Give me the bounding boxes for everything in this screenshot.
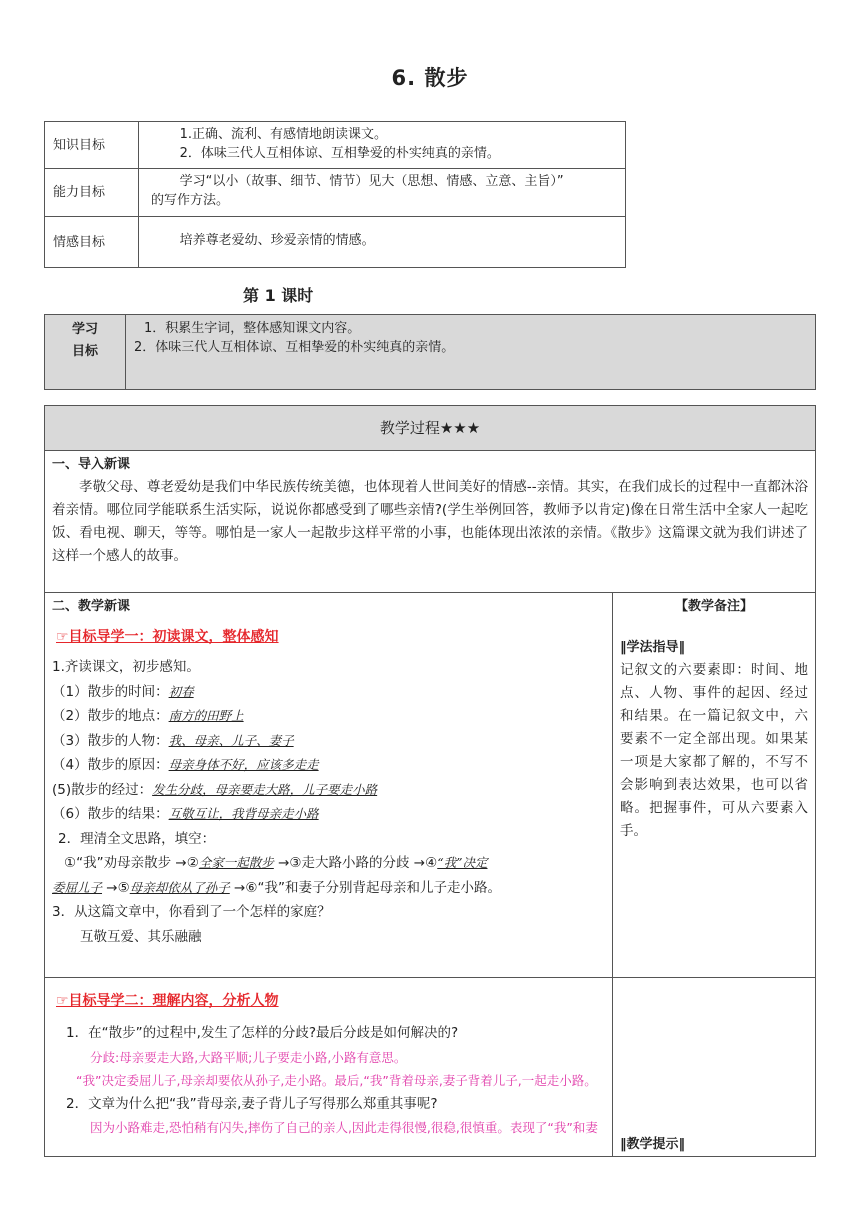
item-question: （4）散步的原因： xyxy=(52,757,169,773)
notes-heading: 【教学备注】 xyxy=(674,599,753,614)
intro-title: 一、导入新课 xyxy=(52,457,131,472)
study-line: 1．积累生字词，整体感知课文内容。 xyxy=(144,321,361,336)
goal-row-knowledge xyxy=(45,122,626,169)
item-question: （6）散步的结果： xyxy=(52,806,169,822)
answer-item xyxy=(52,778,605,803)
goal-line: 培养尊老爱幼、珍爱亲情的情感。 xyxy=(179,233,375,248)
guide-two-heading: ☞目标导学二：理解内容，分析人物 xyxy=(56,993,279,1009)
flow-text: →⑥“我”和妻子分别背起母亲和儿子走小路。 xyxy=(229,879,501,896)
item-answer: 南方的田野上 xyxy=(168,708,244,723)
question-5: 2．文章为什么把“我”背母亲,妻子背儿子写得那么郑重其事呢? xyxy=(66,1095,438,1112)
question-3: 3．从这篇文章中，你看到了一个怎样的家庭？ xyxy=(52,904,331,920)
new-lesson-title: 二、教学新课 xyxy=(52,599,131,614)
goal-row-emotion xyxy=(45,217,626,268)
flow-line-2 xyxy=(52,876,605,901)
answer-4-line-2: “我”决定委屈儿子,母亲却要依从孙子,走小路。最后,“我”背着母亲,妻子背着儿子,一起走小路。 xyxy=(76,1072,597,1088)
flow-text: →⑤ xyxy=(102,879,130,896)
study-label xyxy=(45,315,126,390)
goal-row-ability xyxy=(45,169,626,217)
item-answer: 初春 xyxy=(168,683,194,699)
goal-line: 1.正确、流利、有感情地朗读课文。 xyxy=(179,127,387,142)
flow-answer: 母亲却依从了孙子 xyxy=(129,879,230,895)
goal-label: 情感目标 xyxy=(45,217,139,268)
question-1: 1.齐读课文，初步感知。 xyxy=(52,659,200,675)
teaching-tip-title: ‖教学提示‖ xyxy=(620,1137,686,1152)
study-goals-table xyxy=(44,314,816,390)
method-guide-title: ‖学法指导‖ xyxy=(620,640,686,655)
answer-item xyxy=(52,753,605,778)
flow-text: →③走大路小路的分歧 →④ xyxy=(273,855,438,871)
answer-3: 互敬互爱、其乐融融 xyxy=(80,928,202,945)
item-question: (5)散步的经过： xyxy=(52,781,153,798)
flow-line-1 xyxy=(52,851,605,876)
goal-content xyxy=(139,217,626,268)
answer-item xyxy=(52,729,605,754)
notes-cell xyxy=(613,593,816,978)
goals-table xyxy=(44,121,626,268)
goal-label: 知识目标 xyxy=(45,122,139,169)
study-label-line: 目标 xyxy=(71,344,98,359)
item-question: （3）散步的人物： xyxy=(52,732,169,749)
new-lesson-cell xyxy=(45,593,613,978)
goal-content xyxy=(139,122,626,169)
guide-two-cell xyxy=(45,978,613,1157)
flow-answer: 委屈儿子 xyxy=(52,879,103,895)
guide-one-heading: ☞目标导学一：初读课文，整体感知 xyxy=(56,629,279,645)
answer-item xyxy=(52,802,605,827)
method-guide-text: 记叙文的六要素即：时间、地点、人物、事件的起因、经过和结果。在一篇记叙文中，六要素不一定全部出现。如果某一项是大家都了解的，不写不会影响到表达效果，也可以省略。把握事件，可从六要素入手。 xyxy=(620,662,808,839)
study-content xyxy=(126,315,816,390)
intro-cell xyxy=(45,451,816,593)
goal-line: 的写作方法。 xyxy=(151,193,230,208)
page-title: 6. 散步 xyxy=(391,66,469,90)
intro-text: 孝敬父母、尊老爱幼是我们中华民族传统美德，也体现着人世间美好的情感--亲情。其实，在我们成长的过程中一直都沐浴着亲情。哪位同学能联系生活实际，说说你都感受到了哪些亲情?(学生举例回答，教师予以肯定)像在日常生活中全家人一起吃饭、看电视、聊天，等等。哪怕是一家人一起散步这样平常的小事，也能体现出浓浓的亲情。《散步》这篇课文就为我们讲述了这样一个感人的故事。 xyxy=(52,479,808,564)
study-label-line: 学习 xyxy=(71,322,98,337)
question-4: 1．在“散步”的过程中,发生了怎样的分歧?最后分歧是如何解决的? xyxy=(66,1025,459,1041)
study-line: 2．体味三代人互相体谅、互相挚爱的朴实纯真的亲情。 xyxy=(134,340,455,355)
answer-item xyxy=(52,680,605,705)
item-answer: 发生分歧，母亲要走大路，儿子要走小路 xyxy=(152,781,378,797)
flow-answer: “我”决定 xyxy=(437,855,488,870)
goal-label: 能力目标 xyxy=(45,169,139,217)
flow-text: ①“我”劝母亲散步 →② xyxy=(64,855,199,871)
goal-line: 2．体味三代人互相体谅、互相挚爱的朴实纯真的亲情。 xyxy=(179,146,500,161)
item-answer: 我、母亲、儿子、妻子 xyxy=(168,732,294,748)
item-answer: 互敬互让，我背母亲走小路 xyxy=(168,806,319,821)
lesson-title: 第 1 课时 xyxy=(243,286,314,305)
item-question: （1）散步的时间： xyxy=(52,683,169,700)
process-header: 教学过程★★★ xyxy=(45,406,816,451)
flow-answer: 全家一起散步 xyxy=(198,855,274,870)
item-answer: 母亲身体不好，应该多走走 xyxy=(168,757,319,772)
goal-content xyxy=(139,169,626,217)
answer-5-line-1: 因为小路难走,恐怕稍有闪失,摔伤了自己的亲人,因此走得很慢,很稳,很慎重。表现了“我”和妻 xyxy=(90,1120,598,1135)
tips-cell xyxy=(613,978,816,1157)
answer-item xyxy=(52,704,605,729)
goal-line: 学习“以小（故事、细节、情节）见大（思想、情感、立意、主旨）” xyxy=(179,174,564,189)
answer-4-line-1: 分歧:母亲要走大路,大路平顺;儿子要走小路,小路有意思。 xyxy=(90,1049,407,1065)
item-question: （2）散步的地点： xyxy=(52,708,169,724)
process-table xyxy=(44,405,816,1157)
question-2: 2．理清全文思路，填空： xyxy=(58,830,216,847)
